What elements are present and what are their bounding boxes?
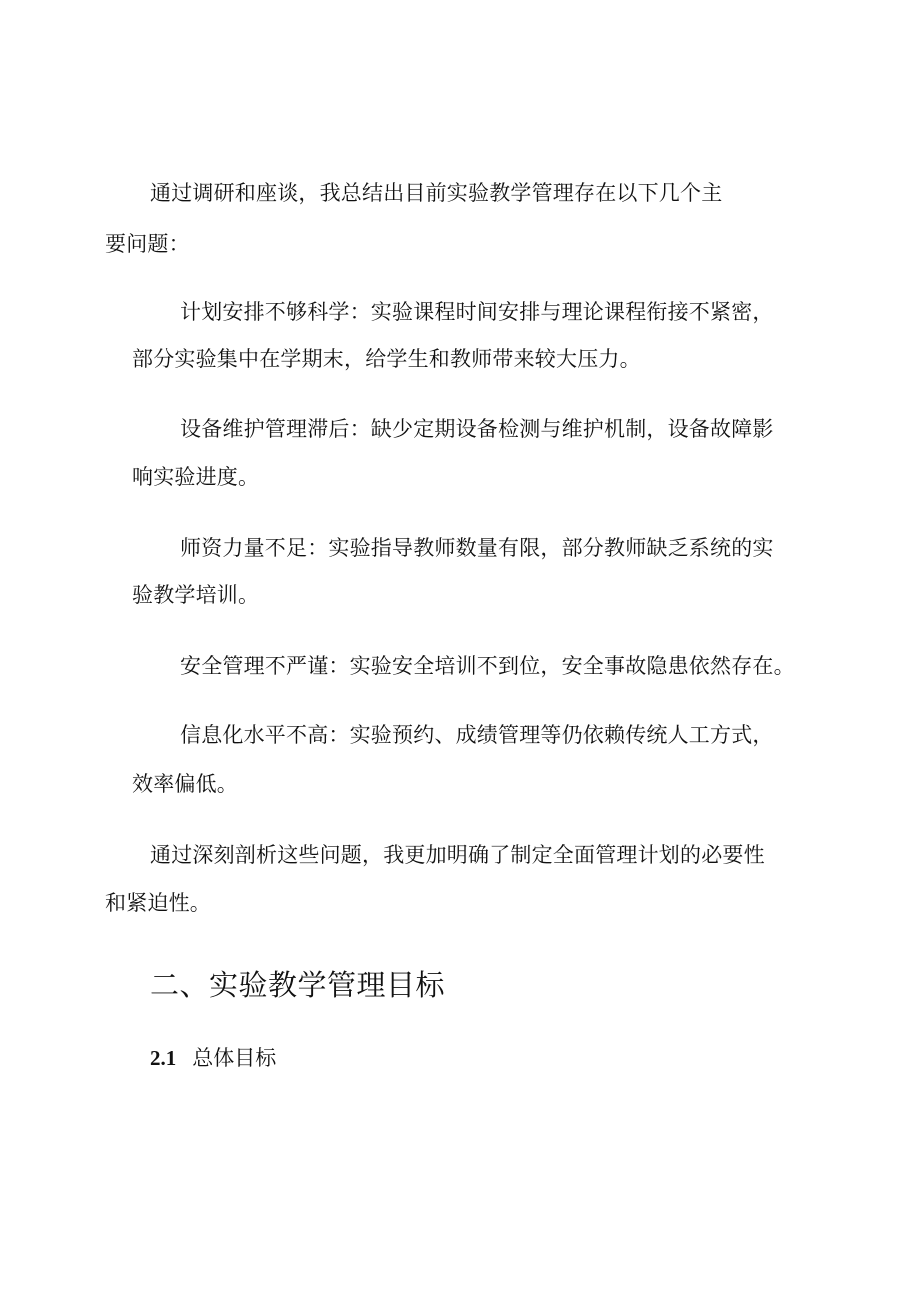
- issue-1-line-2: 部分实验集中在学期末，给学生和教师带来较大压力。: [132, 347, 641, 371]
- issue-2-line-1: 设备维护管理滞后：缺少定期设备检测与维护机制，设备故障影: [180, 417, 774, 441]
- issue-5-line-1: 信息化水平不高：实验预约、成绩管理等仍依赖传统人工方式，: [180, 723, 774, 747]
- subsection-number: 2.1: [150, 1046, 177, 1070]
- issue-3-line-2: 验教学培训。: [132, 583, 260, 607]
- section-heading: 二、实验教学管理目标: [150, 968, 446, 1002]
- intro-line-2: 要问题：: [105, 232, 190, 256]
- subsection-title: 总体目标: [192, 1046, 277, 1070]
- issue-3-line-1: 师资力量不足：实验指导教师数量有限，部分教师缺乏系统的实: [180, 536, 774, 560]
- conclusion-line-1: 通过深刻剖析这些问题，我更加明确了制定全面管理计划的必要性: [150, 843, 765, 867]
- issue-4-line-1: 安全管理不严谨：实验安全培训不到位，安全事故隐患依然存在。: [180, 654, 795, 678]
- intro-line-1: 通过调研和座谈，我总结出目前实验教学管理存在以下几个主: [150, 181, 723, 205]
- issue-5-line-2: 效率偏低。: [132, 772, 238, 796]
- issue-2-line-2: 响实验进度。: [132, 465, 260, 489]
- subsection-heading: [150, 1043, 276, 1073]
- conclusion-line-2: 和紧迫性。: [105, 891, 211, 915]
- issue-1-line-1: 计划安排不够科学：实验课程时间安排与理论课程衔接不紧密，: [180, 300, 774, 324]
